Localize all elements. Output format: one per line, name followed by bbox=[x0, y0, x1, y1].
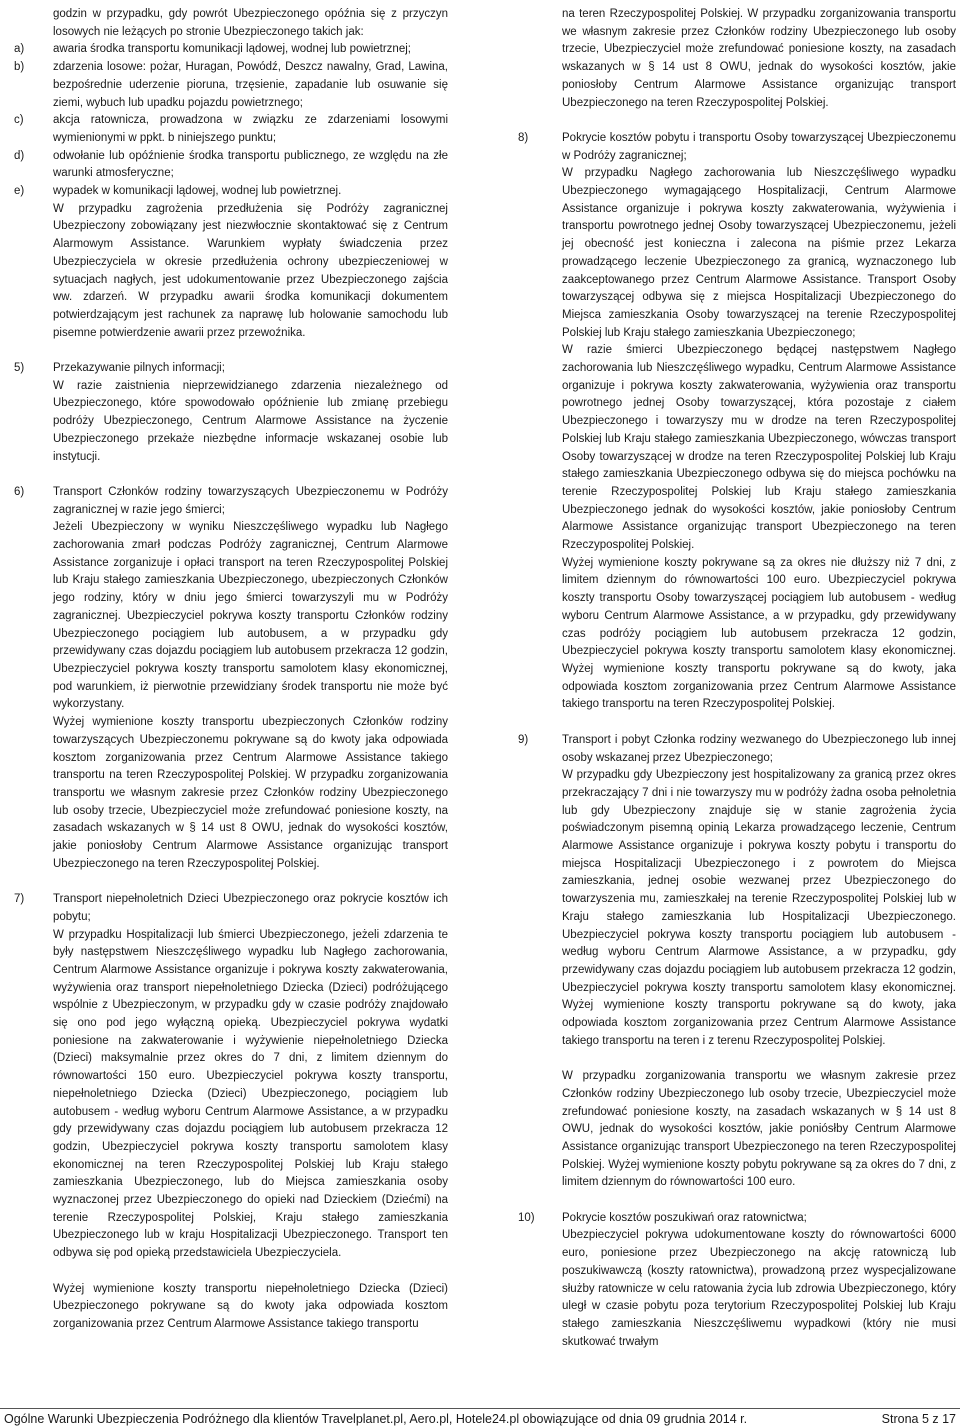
section-8-paragraph-2: W razie śmierci Ubezpieczonego będącej następstwem Nagłego zachorowania lub Nieszczęśliwego wypadku, Centrum Alarmowe Assistance organizuje i pokrywa koszty zakwaterowania, wyżywienia oraz transportu powrotnego jednej Osoby towarzyszącej, która pozostaje z ciałem Ubezpieczonego i towarzyszy mu w drodze na teren Rzeczypospolitej Polskiej lub Kraju stałego zamieszkania Ubezpieczonego, wówczas transport Osoby towarzyszącej w drodze na teren Rzeczypospolitej Polskiej lub Kraju stałego zamieszkania Ubezpieczonego odbywa się do miejsca pochówku na terenie Rzeczypospolitej Polskiej lub Kraju stałego zamieszkania Ubezpieczonego jednak do wysokości kosztów, jakie poniosłoby Centrum Alarmowe Assistance organizując transport Ubezpieczonego na teren Rzeczypospolitej Polskiej. bbox=[562, 344, 956, 552]
page-number: Strona 5 z 17 bbox=[881, 1412, 956, 1426]
section-8-paragraph-3: Wyżej wymienione koszty pokrywane są za okres nie dłuższy niż 7 dni, z limitem dziennym do równowartości 100 euro. Ubezpieczyciel pokrywa koszty transportu Osoby towarzyszącej pociągiem lub autobusem - według wyboru Centrum Alarmowe Assistance, a w przypadku, gdy przewidywany czas podróży pociągiem lub autobusem przekracza 12 godzin, Ubezpieczyciel pokrywa koszty transportu samolotem klasy ekonomicznej. Wyżej wymienione koszty transportu pokrywane są do kwoty, jaka odpowiada kosztom zorganizowania przez Centrum Alarmowe Assistance takiego transportu na teren Rzeczypospolitej Polskiej. bbox=[562, 556, 956, 711]
section-9-heading: 9) Transport i pobyt Członka rodziny wezwanego do Ubezpieczonego lub innej osoby wskazanej przez Ubezpieczonego; bbox=[518, 733, 956, 764]
section-9-paragraph-1: W przypadku gdy Ubezpieczony jest hospitalizowany za granicą przez okres przekraczający 7 dni i nie towarzyszy mu w podróży żadna osoba pełnoletnia lub gdy Ubezpieczony znajduje się w stanie zagrożenia życia poświadczonym pisemną opinią Lekarza prowadzącego leczenie, Centrum Alarmowe Assistance organizuje i pokrywa koszty pobytu i transportu do miejsca Hospitalizacji Ubezpieczonego i z powrotem do Miejsca zamieszkania, jednej osobie wezwanej przez Ubezpieczonego do towarzyszenia mu, zamieszkałej na terenie Rzeczypospolitej Polskiej lub w Kraju stałego zamieszkania lub Hospitalizacji Ubezpieczonego. Ubezpieczyciel pokrywa koszty transportu pociągiem lub autobusem - według wyboru Centrum Alarmowe Assistance, a w przypadku, gdy przewidywany czas dojazdu pociągiem lub autobusem przekracza 12 godzin, Ubezpieczyciel pokrywa koszty transportu samolotem klasy ekonomicznej. Wyżej wymienione koszty transportu pokrywane są do kwoty, jaka odpowiada kosztom zorganizowania przez Centrum Alarmowe Assistance takiego transportu na teren i z terenu Rzeczypospolitej Polskiej. bbox=[562, 769, 956, 1047]
after-subitems-paragraph: W przypadku zagrożenia przedłużenia się Podróży zagranicznej Ubezpieczony zobowiązany jest niezwłocznie skontaktować się z Centrum Alarmowym Assistance. Warunkiem wypłaty świadczenia przez Ubezpieczyciela w okresie przedłużenia ochrony ubezpieczeniowej w sytuacjach nagłych, jest udokumentowanie przez Ubezpieczonego zajścia ww. zdarzeń. W przypadku awarii środka komunikacji dokumentem potwierdzającym jest rachunek za naprawę lub holowanie samochodu lub pisemne potwierdzenie awarii przez przewoźnika. bbox=[53, 202, 448, 339]
section-8-paragraph-1: W przypadku Nagłego zachorowania lub Nieszczęśliwego wypadku Ubezpieczonego wymagającego Hospitalizacji, Centrum Alarmowe Assistance organizuje i pokrywa koszty zakwaterowania, wyżywienia i transportu powrotnego jednej Osoby towarzyszącej Ubezpieczonemu, jeżeli jej obecność jest konieczna i zalecona na piśmie przez Lekarza prowadzącego leczenie Ubezpieczonego za granicą, wyznaczonego lub zaakceptowanego przez Centrum Alarmowe Assistance. Transport Osoby towarzyszącej odbywa się z miejsca Hospitalizacji Ubezpieczonego do Miejsca zamieszkania Osoby towarzyszącej na terenie Rzeczypospolitej Polskiej lub Kraju stałego zamieszkania Ubezpieczonego; bbox=[562, 167, 956, 339]
section-5-heading: 5) Przekazywanie pilnych informacji; bbox=[14, 362, 225, 375]
section-5-body: W razie zaistnienia nieprzewidzianego zdarzenia niezależnego od Ubezpieczonego, które spowodowało opóźnienie lub zmianę przebiegu podróży Ubezpieczonego, Centrum Alarmowe Assistance na życzenie Ubezpieczonego przekaże niezbędne informacje wskazanej osobie lub instytucji. bbox=[53, 379, 448, 463]
section-8-heading: 8) Pokrycie kosztów pobytu i transportu Osoby towarzyszącej Ubezpieczonemu w Podróży zagranicznej; bbox=[518, 131, 956, 162]
section-6-heading: 6) Transport Członków rodziny towarzyszących Ubezpieczonemu w Podróży zagranicznej w razie jego śmierci; bbox=[14, 485, 448, 516]
section-7-paragraph-1: W przypadku Hospitalizacji lub śmierci Ubezpieczonego, jeżeli zdarzenia te były następstwem Nieszczęśliwego wypadku lub Nagłego zachorowania, Centrum Alarmowe Assistance organizuje i pokrywa koszty zakwaterowania, wyżywienia oraz transport niepełnoletniego Dziecka (Dzieci) podróżującego wspólnie z Ubezpieczonym, w przypadku gdy w czasie podróży znajdowało się ono pod jego wyłączną opieką. Ubezpieczyciel pokrywa wydatki poniesione na zakwaterowanie i wyżywienie niepełnoletniego Dziecka (Dzieci) maksymalnie przez okres do 7 dni, z limitem dziennym do równowartości 150 euro. Ubezpieczyciel pokrywa koszty transportu, niepełnoletniego Dziecka (Dzieci) Ubezpieczonego, pociągiem lub autobusem - według wyboru Centrum Alarmowe Assistance, a w przypadku gdy przewidywany czas dojazdu pociągiem lub autobusem przekracza 12 godzin, Ubezpieczyciel pokrywa koszty transportu samolotem klasy ekonomicznej na teren Rzeczypospolitej Polskiej lub Kraju stałego zamieszkania Ubezpieczonego, lub do Miejsca zamieszkania osoby wyznaczonej przez Ubezpieczonego do opieki nad Dzieckiem (Dziećmi) na terenie Rzeczypospolitej Polskiej, Kraju stałego zamieszkania Ubezpieczonego lub w kraju Hospitalizacji Ubezpieczonego. Transport ten odbywa się pod opieką przedstawiciela Ubezpieczyciela. bbox=[53, 928, 448, 1260]
list-item: a) awaria środka transportu komunikacji lądowej, wodnej lub powietrznej; bbox=[14, 43, 411, 56]
section-6-paragraph-1: Jeżeli Ubezpieczony w wyniku Nieszczęśliwego wypadku lub Nagłego zachorowania zmarł podczas Podróży zagranicznej, Centrum Alarmowe Assistance zorganizuje i opłaci transport na teren Rzeczypospolitej Polskiej lub Kraju stałego zamieszkania Ubezpieczonego, ubezpieczonych Członków jego rodziny, który w dniu jego śmierci towarzyszyli mu w Podróży zagranicznej. Ubezpieczyciel pokrywa koszty transportu Członków rodziny Ubezpieczonego pociągiem lub autobusem, a w przypadku gdy przewidywany czas dojazdu pociągiem lub autobusem przekracza 12 godzin, Ubezpieczyciel pokrywa koszty transportu samolotem klasy ekonomicznej, pod warunkiem, iż pierwotnie przewidziany środek transportu nie może być wykorzystany. bbox=[53, 521, 448, 711]
section-10-paragraph-1: Ubezpieczyciel pokrywa udokumentowane koszty do równowartości 6000 euro, poniesione przez Ubezpieczonego na akcję ratowniczą lub poszukiwawczą (koszty ratownictwa), prowadzoną przez wyspecjalizowane służby ratownicze w celu ratowania życia lub zdrowia Ubezpieczonego, który uległ w czasie pobytu poza terytorium Rzeczypospolitej Polskiej lub Kraju stałego zamieszkania Nieszczęśliwemu wypadkowi (który nie musi skutkować trwałym bbox=[562, 1229, 956, 1348]
footer-document-title: Ogólne Warunki Ubezpieczenia Podróżnego dla klientów Travelplanet.pl, Aero.pl, Hotele24.pl obowiązujące od dnia 09 grudnia 2014 r. bbox=[4, 1412, 748, 1426]
left-column bbox=[14, 6, 448, 1334]
list-item: b) zdarzenia losowe: pożar, Huragan, Powódź, Deszcz nawalny, Grad, Lawina, bezpośrednie uderzenie pioruna, trzęsienie, zapadanie lub osuwanie się ziemi, wybuch lub upadku pojazdu powietrznego; bbox=[14, 61, 448, 109]
list-item: d) odwołanie lub opóźnienie środka transportu publicznego, ze względu na złe warunki atmosferyczne; bbox=[14, 149, 448, 180]
intro-paragraph: godzin w przypadku, gdy powrót Ubezpieczonego opóźnia się z przyczyn losowych nie leżących po stronie Ubezpieczonego takich jak: bbox=[53, 8, 448, 38]
list-item: c) akcja ratownicza, prowadzona w związku ze zdarzeniami losowymi wymienionymi w ppkt. b niniejszego punktu; bbox=[14, 114, 448, 144]
page-footer bbox=[0, 1408, 960, 1426]
continued-paragraph: na teren Rzeczypospolitej Polskiej. W przypadku zorganizowania transportu we własnym zakresie przez Członków rodziny Ubezpieczonego lub osoby trzecie, Ubezpieczyciel może zrefundować poniesione koszty, na zasadach wskazanych w § 14 ust 8 OWU, jednak do wysokości kosztów, jakie poniosłoby Centrum Alarmowe Assistance organizując transport Ubezpieczonego na teren Rzeczypospolitej Polskiej. bbox=[562, 8, 956, 109]
right-column bbox=[518, 6, 956, 1351]
list-item: e) wypadek w komunikacji lądowej, wodnej lub powietrznej. bbox=[14, 185, 342, 198]
section-9-paragraph-2: W przypadku zorganizowania transportu we własnym zakresie przez Członków rodziny Ubezpieczonego lub osoby trzecie, Ubezpieczyciel może zrefundować poniesione koszty, na zasadach wskazanych w § 14 ust 8 OWU, jednak do wysokości kosztów, jakie poniósłby Centrum Alarmowe Assistance organizując transport Ubezpieczonego na teren Rzeczypospolitej Polskiej. Wyżej wymienione koszty pobytu pokrywane są za okres do 7 dni, z limitem dziennym do równowartości 100 euro. bbox=[562, 1070, 956, 1189]
section-6-paragraph-2: Wyżej wymienione koszty transportu ubezpieczonych Członków rodziny towarzyszących Ubezpieczonemu pokrywane są do kwoty jaka odpowiada kosztom zorganizowania przez Centrum Alarmowe Assistance takiego transportu na teren Rzeczypospolitej Polskiej. W przypadku zorganizowania transportu we własnym zakresie przez Członków rodziny Ubezpieczonego lub osoby trzecie, Ubezpieczyciel może zrefundować poniesione koszty, na zasadach wskazanych w § 14 ust 8 OWU, jednak do wysokości kosztów, jakie poniosłoby Centrum Alarmowe Assistance organizując transport Ubezpieczonego na teren Rzeczypospolitej Polskiej. bbox=[53, 716, 448, 870]
section-10-heading: 10) Pokrycie kosztów poszukiwań oraz ratownictwa; bbox=[518, 1211, 807, 1224]
section-7-paragraph-2: Wyżej wymienione koszty transportu niepełnoletniego Dziecka (Dzieci) Ubezpieczonego pokrywane są do kwoty jaka odpowiada kosztom zorganizowania przez Centrum Alarmowe Assistance takiego transportu bbox=[53, 1282, 448, 1330]
section-7-heading: 7) Transport niepełnoletnich Dzieci Ubezpieczonego oraz pokrycie kosztów ich pobytu; bbox=[14, 893, 448, 923]
